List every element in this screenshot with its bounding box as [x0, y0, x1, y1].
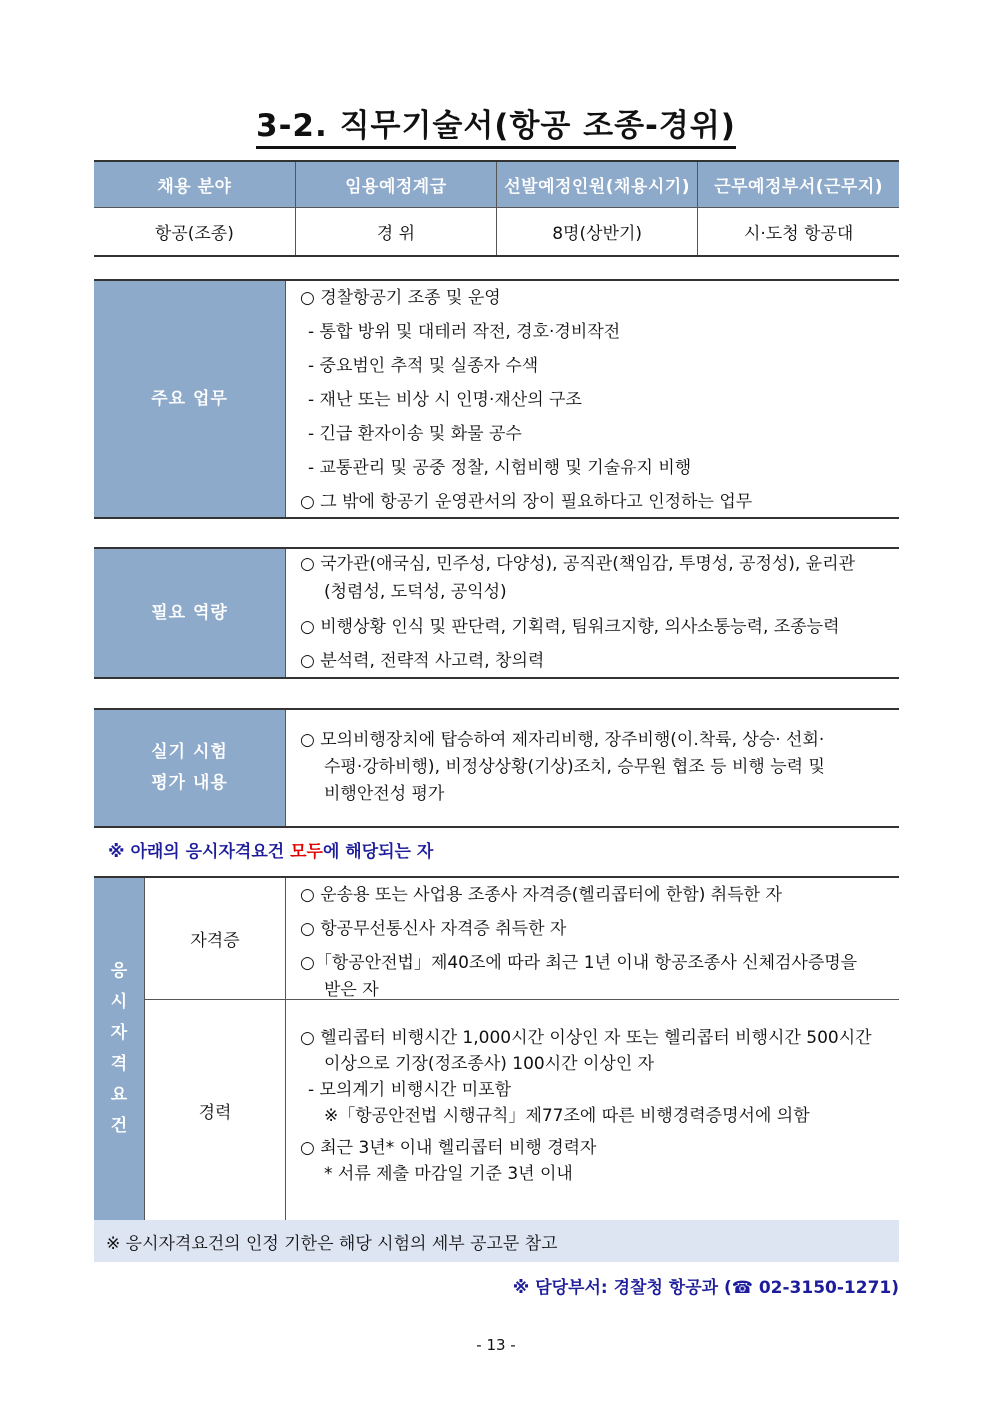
page-number: - 13 -	[476, 1336, 516, 1354]
duty-line: - 중요범인 추적 및 실종자 수색	[308, 356, 539, 376]
label-char: 요	[110, 1085, 128, 1105]
summary-value-row	[94, 208, 899, 257]
footnote: ※ 응시자격요건의 인정 기한은 해당 시험의 세부 공고문 참고	[94, 1220, 899, 1262]
competency-content	[286, 549, 899, 677]
practical-line: 수평·강하비행), 비정상상황(기상)조치, 승무원 협조 등 비행 능력 및	[324, 757, 825, 777]
career-line: - 모의계기 비행시간 미포함	[308, 1080, 511, 1100]
career-line: * 서류 제출 마감일 기준 3년 이내	[324, 1164, 573, 1184]
column-header-rank: 임용예정계급	[295, 161, 496, 208]
competency-line: ○ 분석력, 전략적 사고력, 창의력	[300, 651, 545, 671]
label-char: 자	[110, 1023, 128, 1043]
certificate-content	[286, 878, 899, 1002]
competency-line: (청렴성, 도덕성, 공익성)	[324, 582, 507, 602]
notice-text-end: 에 해당되는 자	[322, 842, 434, 862]
duty-line: ○ 그 밖에 항공기 운영관서의 장이 필요하다고 인정하는 업무	[300, 492, 753, 512]
summary-header-row	[94, 161, 899, 208]
certificate-line: ○ 항공무선통신사 자격증 취득한 자	[300, 919, 567, 939]
label-char: 시	[110, 992, 128, 1012]
career-line: ○ 최근 3년* 이내 헬리콥터 비행 경력자	[300, 1138, 597, 1158]
value-department: 시·도청 항공대	[698, 208, 899, 257]
certificate-line: 받은 자	[324, 980, 379, 1000]
duty-line: - 교통관리 및 공중 정찰, 시험비행 및 기술유지 비행	[308, 458, 692, 478]
practical-label-line2: 평가 내용	[151, 773, 228, 793]
column-header-department: 근무예정부서(근무지)	[698, 161, 899, 208]
duty-line: ○ 경찰항공기 조종 및 운영	[300, 288, 501, 308]
competency-line: ○ 국가관(애국심, 민주성, 다양성), 공직관(책임감, 투명성, 공정성), 윤리관	[300, 554, 856, 574]
notice-highlight: 모두	[290, 842, 323, 862]
recruitment-summary-table	[94, 160, 899, 257]
page-title	[0, 100, 992, 145]
career-label: 경력	[145, 1000, 286, 1220]
competency-label: 필요 역량	[94, 549, 286, 677]
qualification-vertical-label	[94, 878, 145, 1220]
competency-section	[94, 547, 899, 679]
duties-content	[286, 281, 899, 517]
career-line: 이상으로 기장(정조종사) 100시간 이상인 자	[324, 1054, 655, 1074]
page-title-text: 3-2. 직무기술서(항공 조종-경위)	[256, 108, 736, 149]
competency-line: ○ 비행상황 인식 및 판단력, 기획력, 팀워크지향, 의사소통능력, 조종능력	[300, 617, 840, 637]
value-headcount: 8명(상반기)	[497, 208, 698, 257]
practical-line: 비행안전성 평가	[324, 784, 445, 804]
career-content	[286, 1025, 899, 1187]
certificate-label: 자격증	[145, 878, 286, 999]
certificate-line: ○ 운송용 또는 사업용 조종사 자격증(헬리콥터에 한함) 취득한 자	[300, 885, 782, 905]
label-char: 응	[110, 961, 128, 981]
label-char: 격	[110, 1054, 128, 1074]
contact-info: ※ 담당부서: 경찰청 항공과 (☎ 02-3150-1271)	[512, 1278, 899, 1298]
career-line: ○ 헬리콥터 비행시간 1,000시간 이상인 자 또는 헬리콥터 비행시간 500시간	[300, 1028, 872, 1048]
value-field: 항공(조종)	[94, 208, 295, 257]
practical-section	[94, 708, 899, 828]
duties-section	[94, 279, 899, 519]
duties-label: 주요 업무	[94, 281, 286, 517]
certificate-line: ○「항공안전법」제40조에 따라 최근 1년 이내 항공조종사 신체검사증명을	[300, 953, 858, 973]
duty-line: - 재난 또는 비상 시 인명·재산의 구조	[308, 390, 582, 410]
label-char: 건	[110, 1116, 128, 1136]
practical-content	[286, 710, 899, 826]
career-line: ※「항공안전법 시행규칙」제77조에 따른 비행경력증명서에 의함	[324, 1106, 810, 1126]
column-header-field: 채용 분야	[94, 161, 295, 208]
column-header-headcount: 선발예정인원(채용시기)	[497, 161, 698, 208]
duty-line: - 통합 방위 및 대테러 작전, 경호·경비작전	[308, 322, 621, 342]
practical-label-line1: 실기 시험	[151, 742, 228, 762]
value-rank: 경 위	[295, 208, 496, 257]
duty-line: - 긴급 환자이송 및 화물 공수	[308, 424, 522, 444]
practical-line: ○ 모의비행장치에 탑승하여 제자리비행, 장주비행(이.착륙, 상승· 선회·	[300, 730, 825, 750]
qualification-section	[94, 876, 899, 1222]
eligibility-notice	[108, 837, 433, 862]
notice-text: ※ 아래의 응시자격요건	[108, 842, 291, 862]
practical-label	[94, 710, 286, 826]
